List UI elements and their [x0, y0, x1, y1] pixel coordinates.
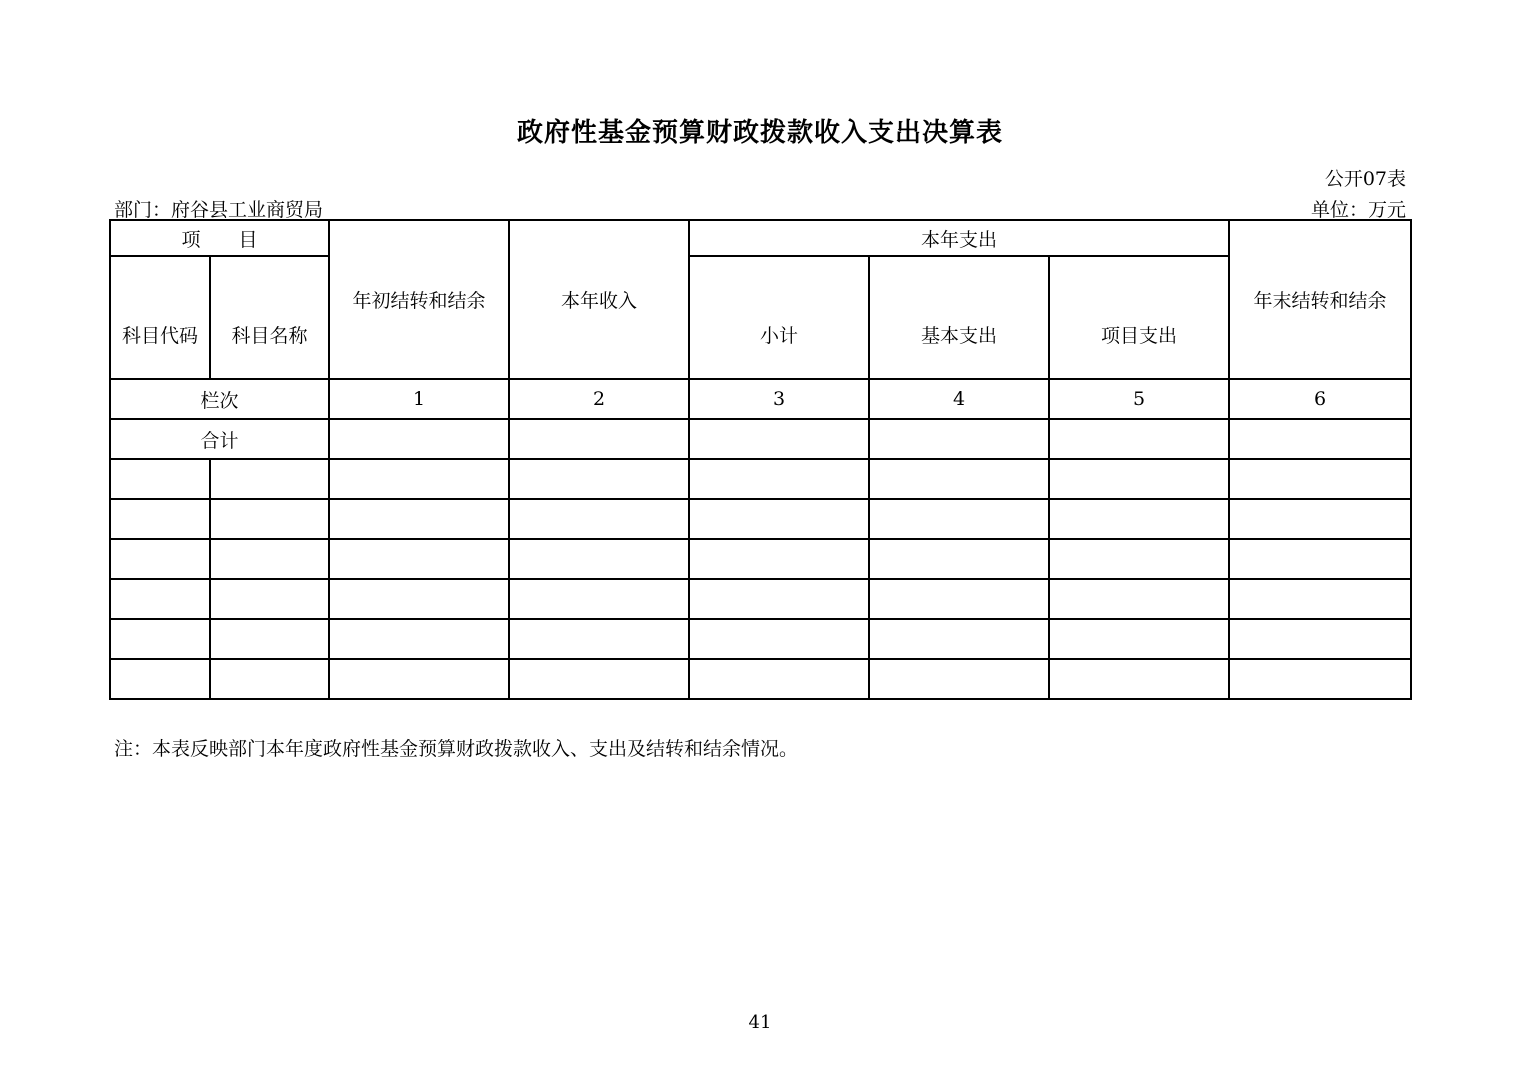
table-cell [1049, 579, 1229, 619]
total-cell [1049, 419, 1229, 459]
table-cell [509, 499, 689, 539]
table-cell [110, 499, 210, 539]
table-cell [1229, 659, 1411, 699]
table-cell [689, 659, 869, 699]
total-cell [869, 419, 1049, 459]
table-row [110, 579, 1411, 619]
budget-table [109, 219, 1412, 700]
table-cell [1049, 499, 1229, 539]
total-label: 合计 [110, 419, 329, 459]
department-label: 部门：府谷县工业商贸局 [114, 199, 324, 221]
header-row-top [110, 220, 1411, 256]
total-cell [689, 419, 869, 459]
table-cell [509, 539, 689, 579]
table-cell [1229, 579, 1411, 619]
column-number-row [110, 379, 1411, 419]
table-cell [869, 459, 1049, 499]
header-name: 科目名称 [210, 256, 329, 379]
table-cell [1049, 539, 1229, 579]
table-cell [329, 659, 509, 699]
page-number: 41 [748, 1012, 772, 1033]
table-cell [110, 539, 210, 579]
column-number-cell: 4 [869, 379, 1049, 419]
table-cell [869, 659, 1049, 699]
table-cell [210, 659, 329, 699]
table-cell [1049, 659, 1229, 699]
table-cell [329, 579, 509, 619]
table-cell [1049, 619, 1229, 659]
form-number: 公开07表 [1324, 168, 1406, 190]
table-row [110, 499, 1411, 539]
column-number-cell: 6 [1229, 379, 1411, 419]
header-opening-balance: 年初结转和结余 [329, 220, 509, 379]
table-cell [509, 579, 689, 619]
column-number-cell: 2 [509, 379, 689, 419]
table-cell [869, 619, 1049, 659]
table-cell [329, 619, 509, 659]
table-cell [689, 459, 869, 499]
header-closing-balance: 年末结转和结余 [1229, 220, 1411, 379]
table-cell [689, 499, 869, 539]
header-row-sub [110, 256, 1411, 379]
header-basic: 基本支出 [869, 256, 1049, 379]
table-cell [329, 459, 509, 499]
total-row [110, 419, 1411, 459]
page-title: 政府性基金预算财政拨款收入支出决算表 [516, 118, 1003, 148]
table-cell [210, 619, 329, 659]
table-cell [329, 499, 509, 539]
header-code: 科目代码 [110, 256, 210, 379]
table-cell [1229, 619, 1411, 659]
header-item: 项 目 [110, 220, 329, 256]
column-number-cell: 3 [689, 379, 869, 419]
table-cell [869, 499, 1049, 539]
table-cell [210, 499, 329, 539]
table-cell [509, 459, 689, 499]
total-cell [1229, 419, 1411, 459]
total-cell [329, 419, 509, 459]
header-income: 本年收入 [509, 220, 689, 379]
table-cell [689, 539, 869, 579]
table-cell [329, 539, 509, 579]
table-cell [210, 579, 329, 619]
table-row [110, 459, 1411, 499]
header-expenditure: 本年支出 [689, 220, 1229, 256]
table-cell [1229, 499, 1411, 539]
table-cell [1049, 459, 1229, 499]
table-cell [869, 579, 1049, 619]
table-cell [210, 459, 329, 499]
table-cell [110, 459, 210, 499]
table-cell [509, 659, 689, 699]
table-cell [689, 619, 869, 659]
table-cell [210, 539, 329, 579]
column-number-cell: 5 [1049, 379, 1229, 419]
table-note: 注：本表反映部门本年度政府性基金预算财政拨款收入、支出及结转和结余情况。 [114, 738, 799, 760]
table-row [110, 619, 1411, 659]
table-cell [689, 579, 869, 619]
unit-label: 单位：万元 [1310, 199, 1406, 221]
table-cell [1229, 459, 1411, 499]
table-cell [509, 619, 689, 659]
column-number-cell: 1 [329, 379, 509, 419]
table-row [110, 539, 1411, 579]
column-number-label: 栏次 [110, 379, 329, 419]
table-cell [110, 619, 210, 659]
header-project: 项目支出 [1049, 256, 1229, 379]
table-row [110, 659, 1411, 699]
header-subtotal: 小计 [689, 256, 869, 379]
table-cell [1229, 539, 1411, 579]
table-cell [110, 659, 210, 699]
table-cell [110, 579, 210, 619]
table-cell [869, 539, 1049, 579]
total-cell [509, 419, 689, 459]
